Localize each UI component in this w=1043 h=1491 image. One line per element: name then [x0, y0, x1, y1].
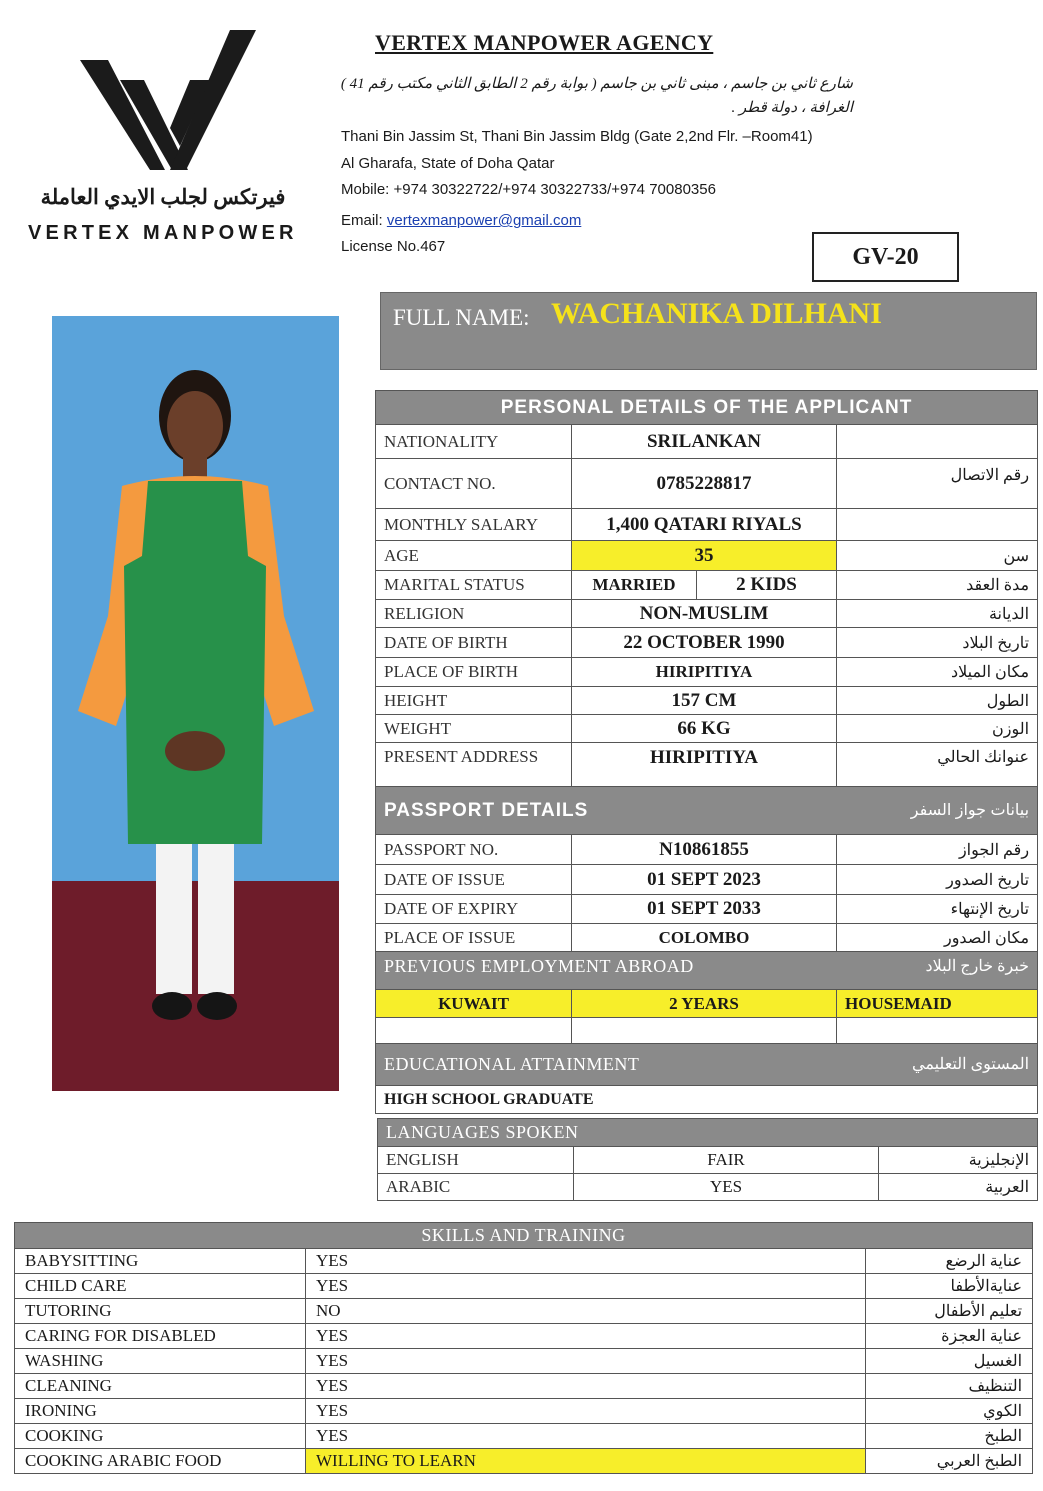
- table-row: [376, 865, 1038, 895]
- skill-label: WASHING: [15, 1349, 306, 1374]
- table-row: [378, 1174, 1038, 1201]
- table-row: [15, 1449, 1033, 1474]
- nationality-ar: [837, 425, 1038, 459]
- skill-value: YES: [306, 1399, 866, 1424]
- language-ar: العربية: [879, 1174, 1038, 1201]
- employment-duration: 2 YEARS: [572, 990, 837, 1018]
- education-header: [376, 1044, 1038, 1086]
- table-row: [376, 425, 1038, 459]
- contact-label: CONTACT NO.: [376, 459, 572, 509]
- skill-ar: الطبخ: [866, 1424, 1033, 1449]
- mobile-numbers: Mobile: +974 30322722/+974 30322733/+974 70080356: [341, 181, 716, 198]
- table-row: [376, 658, 1038, 687]
- salary-label: MONTHLY SALARY: [376, 509, 572, 541]
- marital-ar: مدة العقد: [837, 571, 1038, 600]
- passport-number-label: PASSPORT NO.: [376, 835, 572, 865]
- table-row: [376, 895, 1038, 924]
- table-row: [376, 990, 1038, 1018]
- nationality-value: SRILANKAN: [572, 425, 837, 459]
- nationality-label: NATIONALITY: [376, 425, 572, 459]
- address-city: Al Gharafa, State of Doha Qatar: [341, 155, 555, 172]
- skills-table: [14, 1222, 1033, 1474]
- religion-value: NON-MUSLIM: [572, 600, 837, 628]
- place-of-issue-label: PLACE OF ISSUE: [376, 924, 572, 952]
- table-row: [15, 1299, 1033, 1324]
- skill-value: YES: [306, 1424, 866, 1449]
- dob-value: 22 OCTOBER 1990: [572, 628, 837, 658]
- skill-ar: عناية العجزة: [866, 1324, 1033, 1349]
- skill-value: YES: [306, 1349, 866, 1374]
- empty-cell: [376, 1018, 572, 1044]
- address-arabic-line-2: الغرافة ، دولة قطر .: [731, 100, 853, 116]
- language-level: FAIR: [574, 1147, 879, 1174]
- passport-number-ar: رقم الجواز: [837, 835, 1038, 865]
- employment-header-label: PREVIOUS EMPLOYMENT ABROAD: [384, 956, 694, 976]
- table-row: [15, 1324, 1033, 1349]
- passport-number-value: N10861855: [572, 835, 837, 865]
- salary-ar: [837, 509, 1038, 541]
- table-row: [376, 1018, 1038, 1044]
- license-number: License No.467: [341, 238, 446, 255]
- pob-ar: مكان الميلاد: [837, 658, 1038, 687]
- education-value: HIGH SCHOOL GRADUATE: [376, 1086, 1038, 1114]
- skill-label: CLEANING: [15, 1374, 306, 1399]
- kids-value: 2 KIDS: [697, 571, 837, 600]
- full-name-value: WACHANIKA DILHANI: [551, 297, 882, 330]
- full-name-label: FULL NAME:: [393, 305, 530, 330]
- skill-ar: الطبخ العربي: [866, 1449, 1033, 1474]
- skill-label: IRONING: [15, 1399, 306, 1424]
- applicant-code-box: GV-20: [812, 232, 959, 282]
- contact-ar: رقم الاتصال: [837, 459, 1038, 509]
- employment-header-ar: خبرة خارج البلاد: [925, 958, 1030, 975]
- address-ar: عنوانك الحالي: [837, 743, 1038, 787]
- age-ar: سن: [837, 541, 1038, 571]
- weight-ar: الوزن: [837, 715, 1038, 743]
- logo-arabic-text: فيرتكس لجلب الايدي العاملة: [40, 185, 286, 209]
- table-row: [376, 924, 1038, 952]
- dob-label: DATE OF BIRTH: [376, 628, 572, 658]
- issue-date-ar: تاريخ الصدور: [837, 865, 1038, 895]
- skill-label: COOKING ARABIC FOOD: [15, 1449, 306, 1474]
- skill-label: COOKING: [15, 1424, 306, 1449]
- religion-ar: الديانة: [837, 600, 1038, 628]
- table-row: [378, 1147, 1038, 1174]
- table-row: [376, 509, 1038, 541]
- email-link[interactable]: vertexmanpower@gmail.com: [386, 212, 582, 229]
- languages-table: [377, 1118, 1038, 1201]
- table-row: [376, 835, 1038, 865]
- skill-ar: الغسيل: [866, 1349, 1033, 1374]
- height-value: 157 CM: [572, 687, 837, 715]
- height-label: HEIGHT: [376, 687, 572, 715]
- expiry-date-ar: تاريخ الإنتهاء: [837, 895, 1038, 924]
- applicant-photo: [52, 316, 339, 1091]
- skill-ar: تعليم الأطفال: [866, 1299, 1033, 1324]
- full-name-banner: [380, 292, 1037, 370]
- personal-details-header: PERSONAL DETAILS OF THE APPLICANT: [376, 391, 1038, 425]
- address-label: PRESENT ADDRESS: [376, 743, 572, 787]
- email-label: Email:: [341, 212, 383, 229]
- table-row: [376, 459, 1038, 509]
- table-row: [15, 1349, 1033, 1374]
- skill-value: NO: [306, 1299, 866, 1324]
- expiry-date-label: DATE OF EXPIRY: [376, 895, 572, 924]
- table-row: [15, 1374, 1033, 1399]
- skill-value: YES: [306, 1324, 866, 1349]
- table-row: [376, 743, 1038, 787]
- empty-cell: [572, 1018, 837, 1044]
- skill-label: TUTORING: [15, 1299, 306, 1324]
- table-row: [376, 600, 1038, 628]
- religion-label: RELIGION: [376, 600, 572, 628]
- skill-value: YES: [306, 1374, 866, 1399]
- table-row: [376, 541, 1038, 571]
- expiry-date-value: 01 SEPT 2033: [572, 895, 837, 924]
- pob-value: HIRIPITIYA: [572, 658, 837, 687]
- place-of-issue-ar: مكان الصدور: [837, 924, 1038, 952]
- employment-header: [376, 952, 1038, 990]
- marital-value: MARRIED: [572, 571, 697, 600]
- skill-ar: الكوي: [866, 1399, 1033, 1424]
- skill-value: YES: [306, 1249, 866, 1274]
- skill-ar: عناية الرضع: [866, 1249, 1033, 1274]
- employment-position: HOUSEMAID: [837, 990, 1038, 1018]
- skill-label: CHILD CARE: [15, 1274, 306, 1299]
- table-row: [376, 1086, 1038, 1114]
- age-value: 35: [572, 541, 837, 571]
- language-label: ENGLISH: [378, 1147, 574, 1174]
- skill-ar: التنظيف: [866, 1374, 1033, 1399]
- skill-value: WILLING TO LEARN: [306, 1449, 866, 1474]
- table-row: [376, 628, 1038, 658]
- logo-english-text: VERTEX MANPOWER: [28, 222, 298, 244]
- employment-country: KUWAIT: [376, 990, 572, 1018]
- issue-date-label: DATE OF ISSUE: [376, 865, 572, 895]
- skill-label: CARING FOR DISABLED: [15, 1324, 306, 1349]
- skill-ar: عنايةالأطفا: [866, 1274, 1033, 1299]
- issue-date-value: 01 SEPT 2023: [572, 865, 837, 895]
- skills-header: SKILLS AND TRAINING: [15, 1223, 1033, 1249]
- height-ar: الطول: [837, 687, 1038, 715]
- address-value: HIRIPITIYA: [572, 743, 837, 787]
- salary-value: 1,400 QATARI RIYALS: [572, 509, 837, 541]
- address-arabic-line-1: شارع ثاني بن جاسم ، مبنى ثاني بن جاسم ( بوابة رقم 2 الطابق الثاني مكتب رقم 41 ): [340, 76, 853, 92]
- place-of-issue-value: COLOMBO: [572, 924, 837, 952]
- empty-cell: [837, 1018, 1038, 1044]
- table-row: [15, 1249, 1033, 1274]
- agency-title: VERTEX MANPOWER AGENCY: [375, 30, 714, 55]
- weight-label: WEIGHT: [376, 715, 572, 743]
- skill-label: BABYSITTING: [15, 1249, 306, 1274]
- passport-header-label: PASSPORT DETAILS: [384, 799, 589, 821]
- languages-header: LANGUAGES SPOKEN: [378, 1119, 1038, 1147]
- dob-ar: تاريخ البلاد: [837, 628, 1038, 658]
- table-row: [15, 1424, 1033, 1449]
- agency-logo: [70, 20, 270, 180]
- education-header-ar: المستوى التعليمي: [912, 1056, 1030, 1073]
- table-row: [376, 687, 1038, 715]
- passport-details-header: [376, 787, 1038, 835]
- passport-header-ar: بيانات جواز السفر: [910, 801, 1030, 819]
- language-ar: الإنجليزية: [879, 1147, 1038, 1174]
- table-row: [376, 571, 1038, 600]
- education-header-label: EDUCATIONAL ATTAINMENT: [384, 1054, 640, 1074]
- age-label: AGE: [376, 541, 572, 571]
- skill-value: YES: [306, 1274, 866, 1299]
- table-row: [376, 715, 1038, 743]
- weight-value: 66 KG: [572, 715, 837, 743]
- marital-label: MARITAL STATUS: [376, 571, 572, 600]
- pob-label: PLACE OF BIRTH: [376, 658, 572, 687]
- table-row: [15, 1274, 1033, 1299]
- language-label: ARABIC: [378, 1174, 574, 1201]
- personal-details-table: [375, 390, 1038, 1114]
- contact-value: 0785228817: [572, 459, 837, 509]
- language-level: YES: [574, 1174, 879, 1201]
- email-line: [341, 212, 581, 229]
- address-english: Thani Bin Jassim St, Thani Bin Jassim Bldg (Gate 2,2nd Flr. –Room41): [341, 128, 813, 145]
- table-row: [15, 1399, 1033, 1424]
